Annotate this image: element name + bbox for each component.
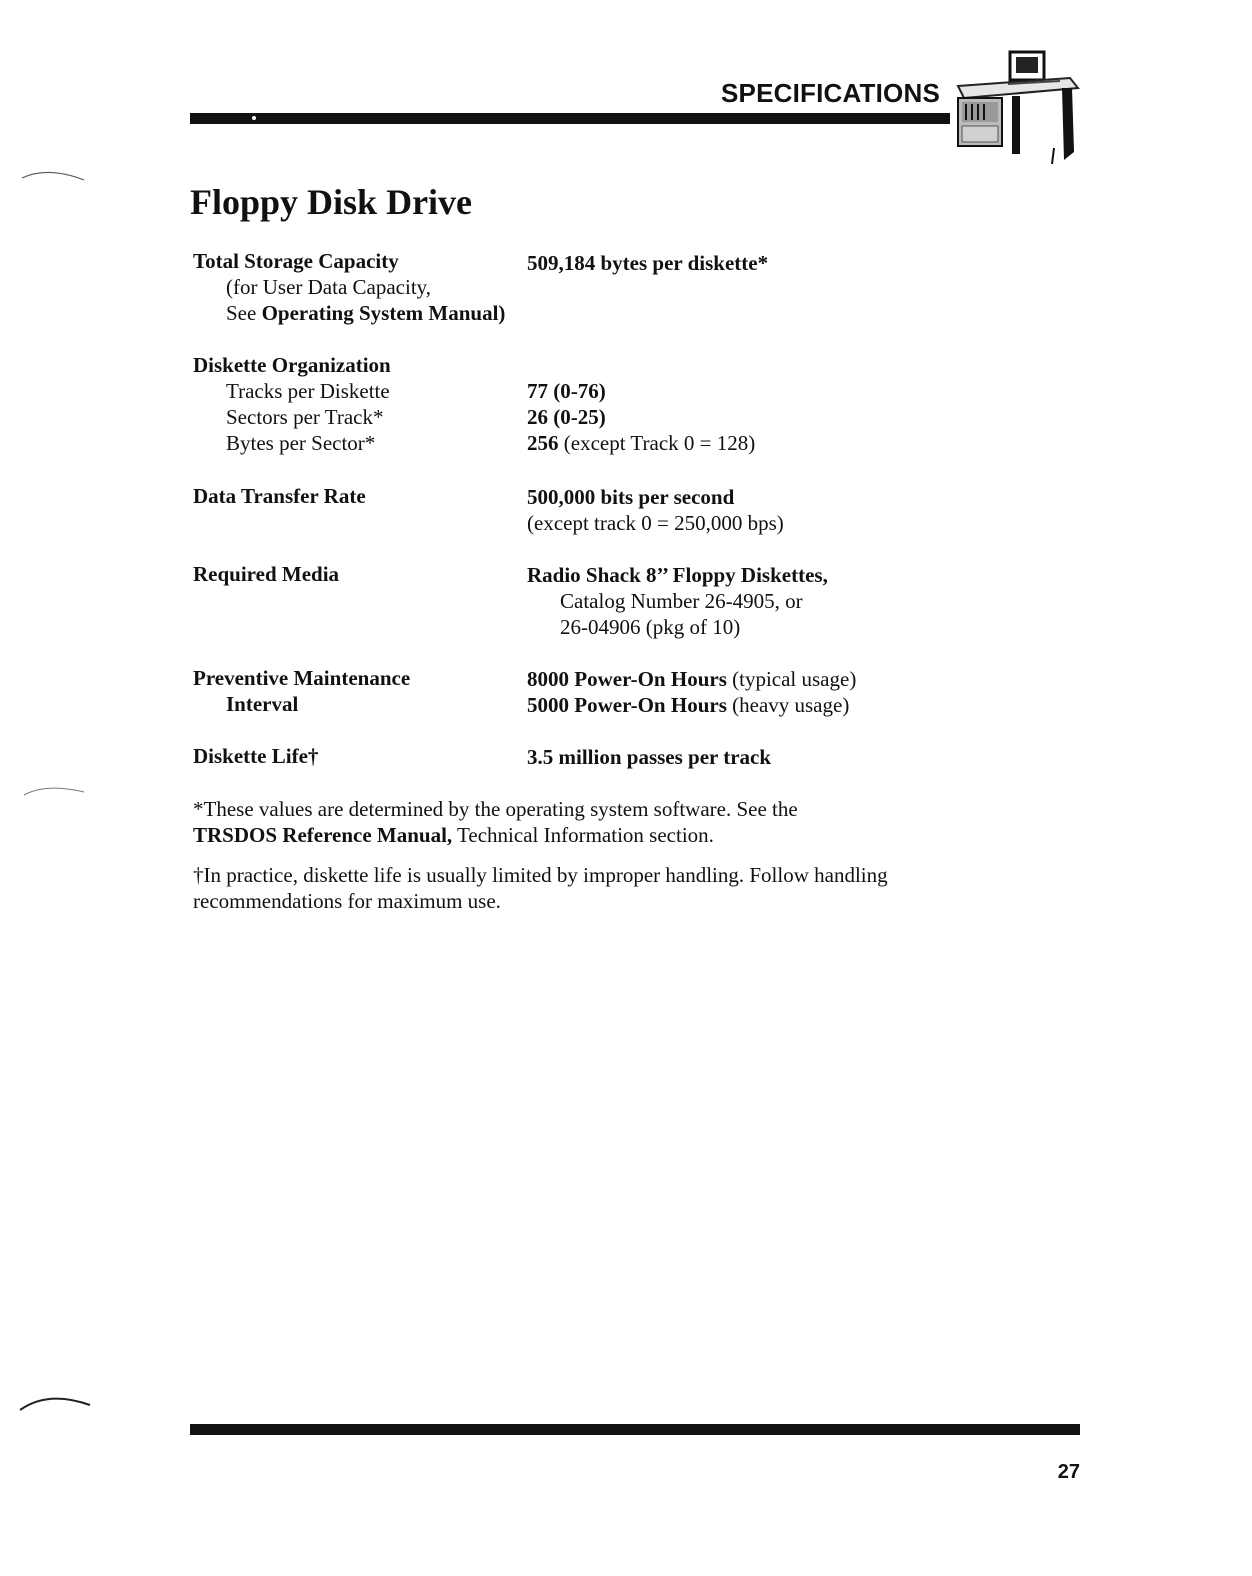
maintenance-label: Preventive Maintenance [193, 666, 411, 690]
storage-label: Total Storage Capacity [193, 249, 399, 273]
asterisk-footnote [193, 796, 913, 848]
page-number: 27 [1057, 1461, 1080, 1483]
organization-values [527, 378, 947, 456]
life-label: Diskette Life† [193, 744, 319, 768]
organization-label-block [193, 352, 523, 456]
maintenance-label-2: Interval [226, 692, 299, 716]
transfer-values [527, 484, 947, 536]
storage-value: 509,184 bytes per diskette* [527, 251, 769, 275]
page-title: Floppy Disk Drive [190, 182, 473, 222]
bytes-label: Bytes per Sector* [226, 431, 376, 455]
maintenance-typical [527, 666, 947, 692]
section-title: SPECIFICATIONS [720, 78, 940, 108]
media-label: Required Media [193, 562, 340, 586]
maintenance-values [527, 666, 947, 718]
scan-artifacts [0, 0, 120, 1576]
asterisk-footnote-line1: *These values are determined by the operating system software. See the [193, 797, 798, 821]
footer-rule [190, 1424, 1080, 1435]
storage-sub-2-prefix: See [226, 301, 262, 325]
media-value: Radio Shack 8’’ Floppy Diskettes, [527, 563, 828, 587]
transfer-label: Data Transfer Rate [193, 484, 366, 508]
media-values [527, 562, 947, 640]
maintenance-label-block [193, 665, 523, 717]
os-manual-ref: Operating System Manual) [261, 301, 506, 325]
bytes-value [527, 430, 947, 456]
media-catalog-line: Catalog Number 26-4905, or [560, 589, 803, 613]
asterisk-footnote-rest: Technical Information section. [452, 823, 714, 847]
sectors-value: 26 (0-25) [527, 405, 606, 429]
bytes-value-note: (except Track 0 = 128) [558, 431, 756, 455]
bytes-value-number: 256 [527, 431, 559, 455]
maintenance-typical-hours: 8000 Power-On Hours [527, 667, 727, 691]
header-rule [190, 113, 950, 124]
transfer-note: (except track 0 = 250,000 bps) [527, 511, 784, 535]
organization-label: Diskette Organization [193, 353, 391, 377]
storage-sub-1: (for User Data Capacity, [226, 275, 432, 299]
sectors-label: Sectors per Track* [226, 405, 384, 429]
computer-desk-icon [950, 48, 1080, 168]
life-value: 3.5 million passes per track [527, 745, 772, 769]
transfer-value: 500,000 bits per second [527, 485, 735, 509]
storage-label-block [193, 248, 523, 326]
tracks-value: 77 (0-76) [527, 379, 606, 403]
storage-sub-2 [193, 300, 523, 326]
maintenance-heavy-note: (heavy usage) [726, 693, 850, 717]
maintenance-typical-note: (typical usage) [726, 667, 857, 691]
media-package-line: 26-04906 (pkg of 10) [560, 615, 741, 639]
maintenance-heavy [527, 692, 947, 718]
trsdos-manual-ref: TRSDOS Reference Manual, [193, 823, 453, 847]
maintenance-heavy-hours: 5000 Power-On Hours [527, 693, 727, 717]
rule-dot [252, 116, 256, 120]
tracks-label: Tracks per Diskette [226, 379, 390, 403]
dagger-footnote: †In practice, diskette life is usually limited by improper handling. Follow handling recommendations for maximum use. [193, 863, 888, 913]
